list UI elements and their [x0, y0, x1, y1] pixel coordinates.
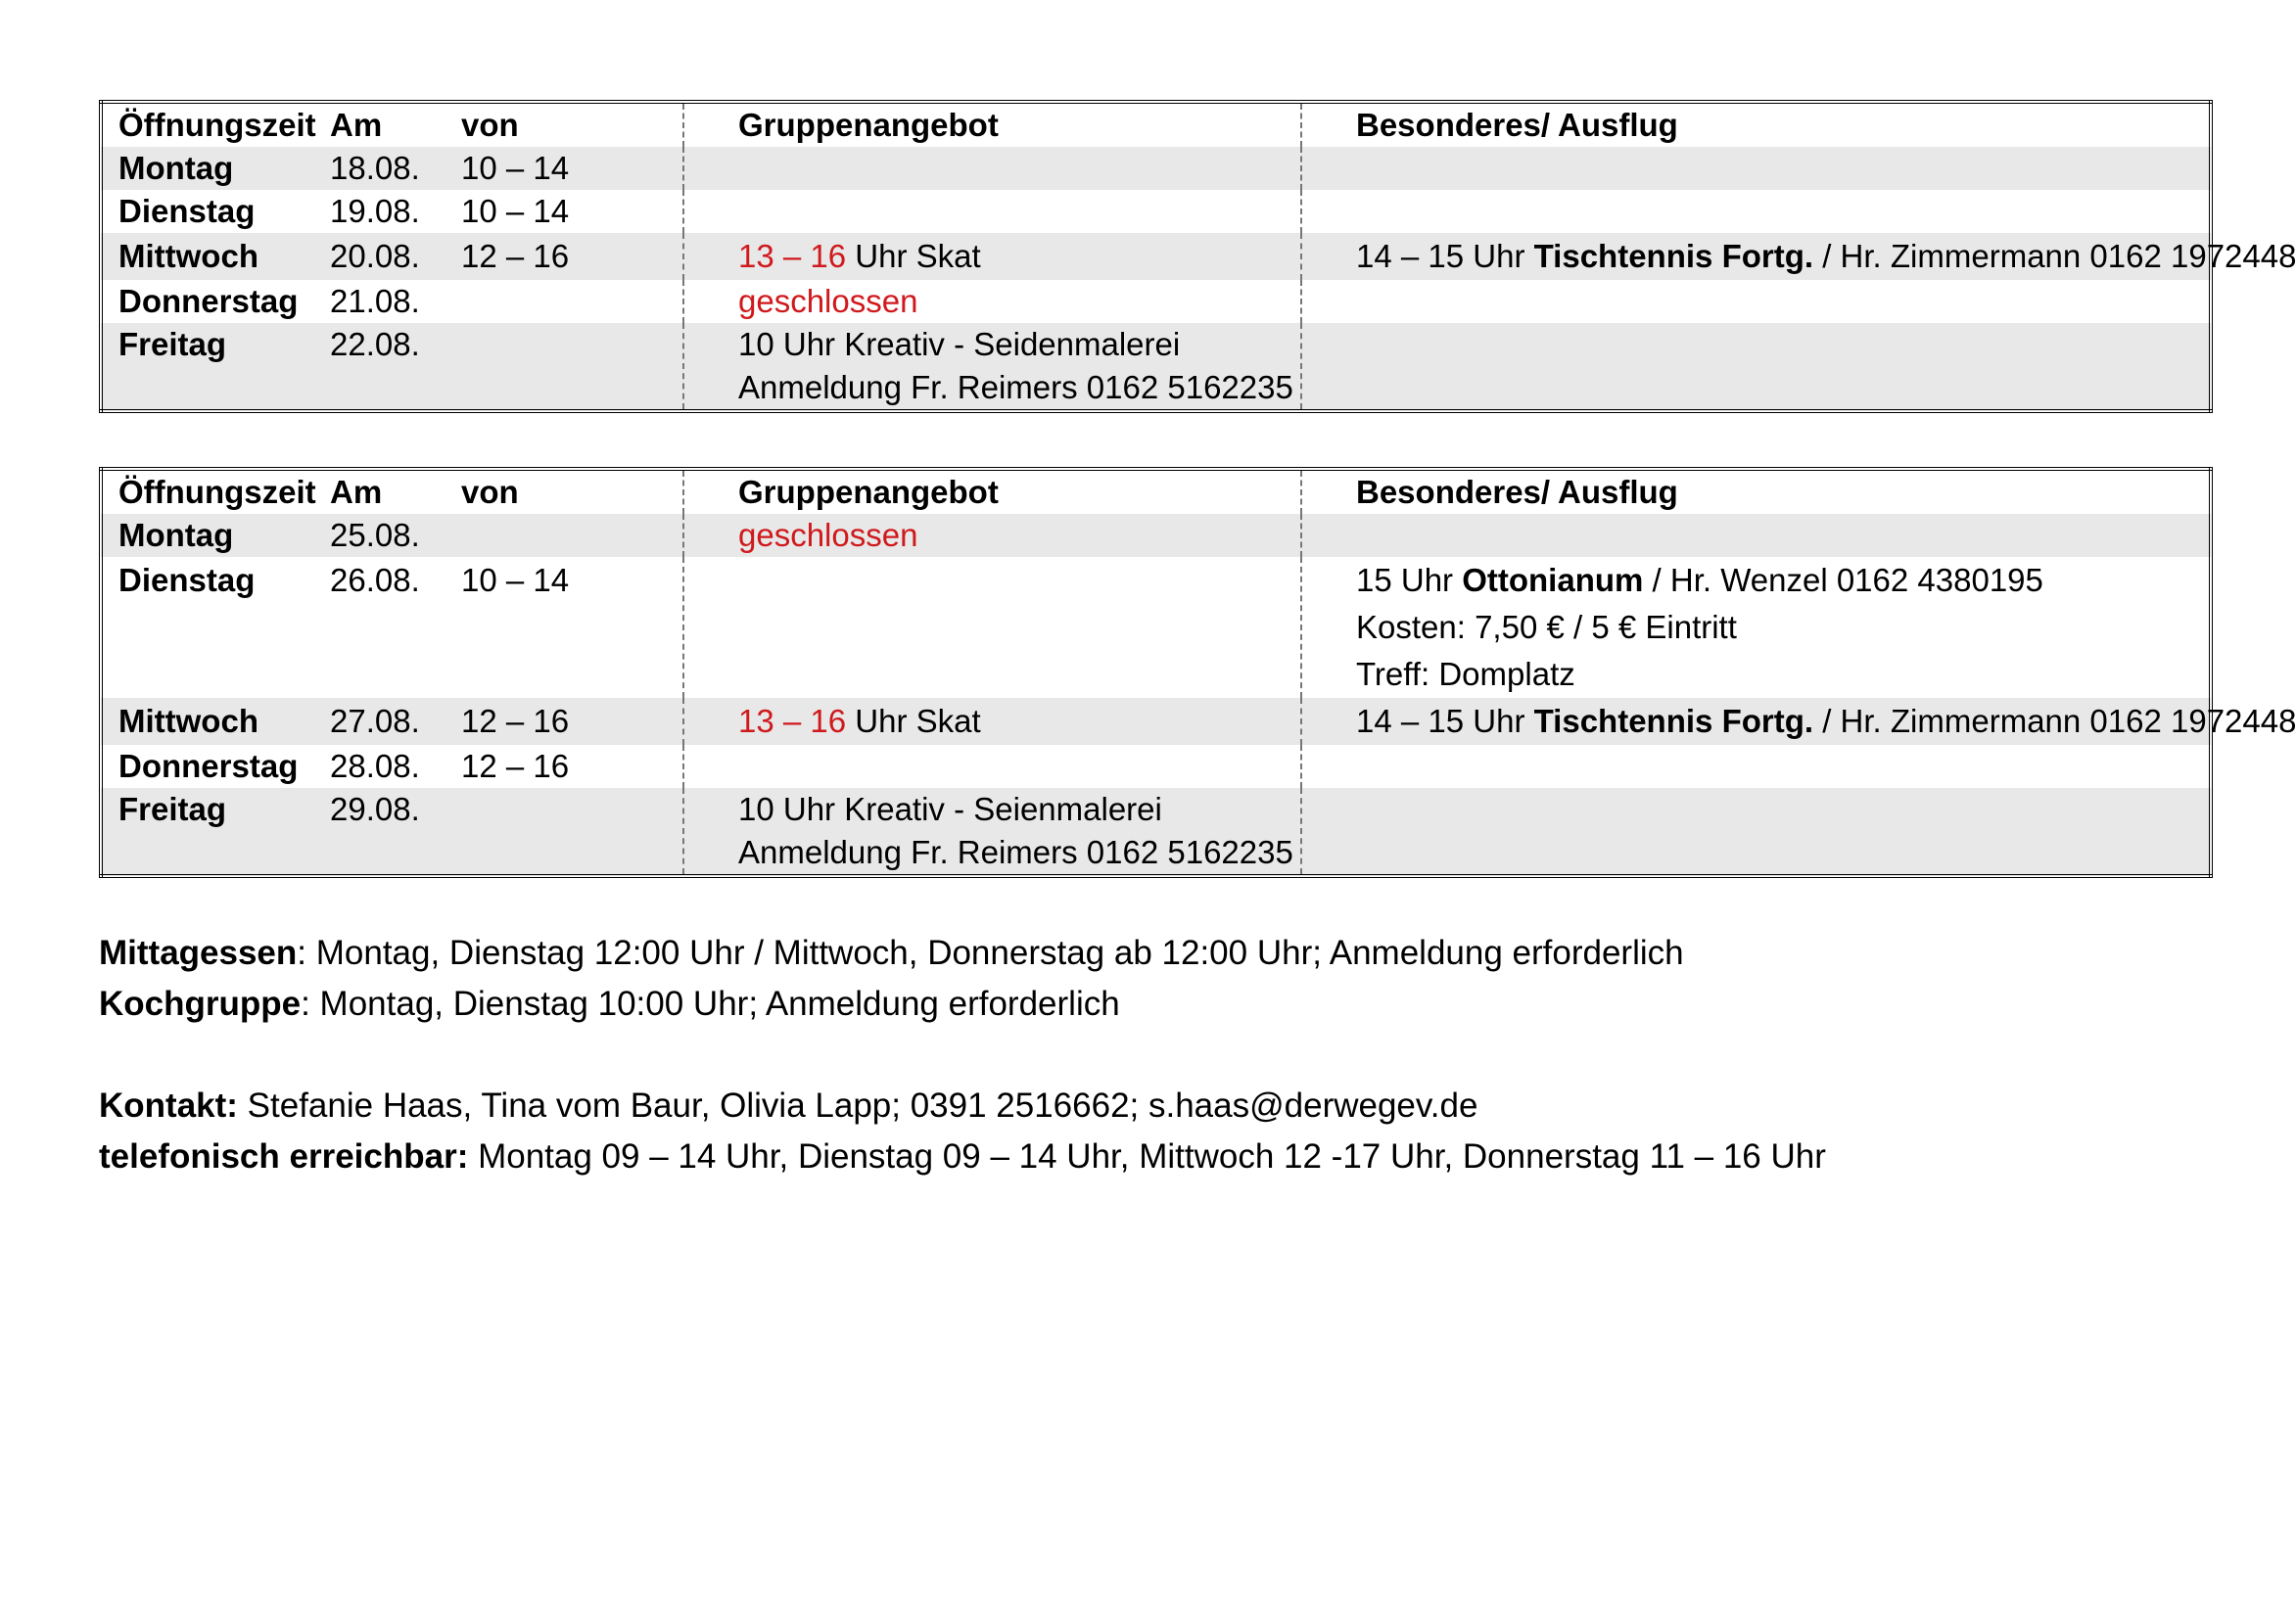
special-cell — [1301, 323, 2211, 411]
date-cell: 19.08. — [330, 193, 420, 229]
group-cell — [683, 323, 1301, 411]
time-cell: 12 – 16 — [445, 745, 683, 788]
time-cell: 10 – 14 — [445, 190, 683, 233]
time-cell — [445, 788, 683, 876]
cooking-note — [99, 979, 2214, 1030]
day-cell: Dienstag — [118, 193, 256, 229]
day-cell: Mittwoch — [101, 698, 314, 745]
day-cell: Freitag — [101, 323, 314, 411]
special-cell — [1301, 745, 2211, 788]
date-cell: 26.08. — [330, 562, 420, 598]
special-cost: Kosten: 7,50 € / 5 € Eintritt — [1356, 609, 1737, 645]
group-cell — [683, 190, 1301, 233]
header-von: von — [445, 102, 683, 147]
phone-hours-note — [99, 1132, 2214, 1182]
table-row — [101, 514, 2211, 557]
lunch-note — [99, 928, 2214, 979]
special-cell — [1301, 514, 2211, 557]
group-line: 10 Uhr Kreativ - Seienmalerei — [738, 791, 1162, 827]
time-cell: 10 – 14 — [445, 147, 683, 190]
header-oeffnungszeit: Öffnungszeit — [118, 474, 316, 510]
contact-note — [99, 1081, 2214, 1132]
notes-section — [99, 928, 2214, 1182]
special-post: / Hr. Wenzel 0162 4380195 — [1643, 562, 2043, 598]
day-cell: Dienstag — [118, 562, 256, 598]
header-besonderes: Besonderes/ Ausflug — [1356, 107, 1678, 143]
date-cell: 29.08. — [314, 788, 445, 876]
table-row — [101, 233, 2211, 280]
group-cell: geschlossen — [683, 514, 1301, 557]
group-text: Uhr Skat — [846, 238, 981, 274]
table-row — [101, 190, 2211, 233]
group-text: Uhr Skat — [846, 703, 981, 739]
day-cell: Mittwoch — [101, 233, 314, 280]
table-row — [101, 788, 2211, 876]
special-cell — [1301, 557, 2211, 698]
special-cell — [1301, 280, 2211, 323]
special-cell — [1301, 147, 2211, 190]
contact-label: Kontakt: — [99, 1087, 238, 1125]
day-cell: Freitag — [101, 788, 314, 876]
header-gruppenangebot: Gruppenangebot — [683, 102, 1301, 147]
special-post: / Hr. Zimmermann 0162 1972448 — [1813, 703, 2296, 739]
day-cell: Donnerstag — [118, 283, 299, 319]
group-cell — [683, 788, 1301, 876]
schedule-table-week-2 — [99, 467, 2296, 878]
special-cell — [1301, 788, 2211, 876]
group-line: Anmeldung Fr. Reimers 0162 5162235 — [738, 369, 1293, 405]
special-pre: 15 Uhr — [1356, 562, 1463, 598]
phone-hours-label: telefonisch erreichbar: — [99, 1137, 469, 1176]
special-cell — [1301, 190, 2211, 233]
table-header-row — [101, 469, 2211, 514]
table-row — [101, 147, 2211, 190]
time-cell — [445, 323, 683, 411]
time-cell — [445, 514, 683, 557]
table-row — [101, 323, 2211, 411]
special-pre: 14 – 15 Uhr — [1356, 703, 1534, 739]
special-post: / Hr. Zimmermann 0162 1972448 — [1813, 238, 2296, 274]
table-row — [101, 280, 2211, 323]
special-title: Ottonianum — [1462, 562, 1644, 598]
group-line: 10 Uhr Kreativ - Seidenmalerei — [738, 326, 1181, 362]
day-cell: Montag — [101, 514, 314, 557]
lunch-text: : Montag, Dienstag 12:00 Uhr / Mittwoch, Donnerstag ab 12:00 Uhr; Anmeldung erforderlich — [297, 934, 1684, 972]
group-time-red: 13 – 16 — [738, 703, 847, 739]
time-cell — [445, 280, 683, 323]
group-cell: geschlossen — [683, 280, 1301, 323]
time-cell: 10 – 14 — [445, 557, 683, 698]
date-cell: 25.08. — [314, 514, 445, 557]
special-meeting-point: Treff: Domplatz — [1356, 656, 1575, 692]
date-cell: 18.08. — [314, 147, 445, 190]
special-title: Tischtennis Fortg. — [1533, 238, 1814, 274]
group-cell — [683, 745, 1301, 788]
group-cell — [683, 557, 1301, 698]
header-gruppenangebot: Gruppenangebot — [683, 469, 1301, 514]
day-cell: Donnerstag — [118, 748, 299, 784]
date-cell: 28.08. — [330, 748, 420, 784]
group-line: Anmeldung Fr. Reimers 0162 5162235 — [738, 834, 1293, 870]
table-row — [101, 698, 2211, 745]
special-pre: 14 – 15 Uhr — [1356, 238, 1534, 274]
lunch-label: Mittagessen — [99, 934, 298, 972]
group-cell — [683, 698, 1301, 745]
table-row — [101, 557, 2211, 698]
schedule-table-week-1 — [99, 100, 2296, 413]
day-cell: Montag — [101, 147, 314, 190]
table-row — [101, 745, 2211, 788]
table-header-row — [101, 102, 2211, 147]
time-cell: 12 – 16 — [445, 698, 683, 745]
phone-hours-text: Montag 09 – 14 Uhr, Dienstag 09 – 14 Uhr, Mittwoch 12 -17 Uhr, Donnerstag 11 – 16 Uhr — [468, 1137, 1826, 1176]
contact-text: Stefanie Haas, Tina vom Baur, Olivia Lapp; 0391 2516662; s.haas@derwegev.de — [237, 1087, 1478, 1125]
date-cell: 21.08. — [330, 283, 420, 319]
group-time-red: 13 – 16 — [738, 238, 847, 274]
header-am: Am — [330, 474, 383, 510]
date-cell: 27.08. — [314, 698, 445, 745]
special-title: Tischtennis Fortg. — [1533, 703, 1814, 739]
date-cell: 22.08. — [314, 323, 445, 411]
date-cell: 20.08. — [314, 233, 445, 280]
header-oeffnungszeit: Öffnungszeit — [118, 107, 316, 143]
group-cell — [683, 233, 1301, 280]
special-cell — [1301, 233, 2296, 280]
cooking-label: Kochgruppe — [99, 985, 302, 1023]
time-cell: 12 – 16 — [445, 233, 683, 280]
header-am: Am — [330, 107, 383, 143]
special-cell — [1301, 698, 2296, 745]
group-cell — [683, 147, 1301, 190]
header-besonderes: Besonderes/ Ausflug — [1356, 474, 1678, 510]
cooking-text: : Montag, Dienstag 10:00 Uhr; Anmeldung erforderlich — [301, 985, 1120, 1023]
header-von: von — [445, 469, 683, 514]
